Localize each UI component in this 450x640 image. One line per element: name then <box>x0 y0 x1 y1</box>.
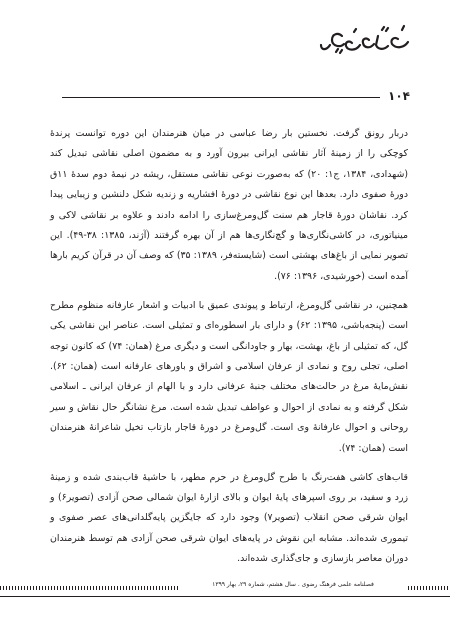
page-number: ۱۰۴ <box>388 89 410 103</box>
journal-logo <box>318 18 414 62</box>
footer-hatch-left <box>0 586 178 590</box>
journal-logo-calligraphy <box>318 18 414 62</box>
header-rule <box>62 97 380 98</box>
footer-rule <box>0 596 450 597</box>
paragraph: قاب‌های کاشی هفت‌رنگ با طرح گل‌ومرغ در حرم مطهر، با حاشیۀ قاب‌بندی شده و زمینۀ زرد و سفید، بر روی اسپرهای پایۀ ایوان و بالای ازارۀ ایوان شمالی صحن آزادی (تصویر۶) و ایوان شرقی صحن انقلاب (تصویر۷) وجود دارد که جایگزین پایه‌گلدانی‌های عصر صفوی و تیموری شده‌اند. مشابه این نقوش در پایه‌های ایوان شرقی صحن آزادی هم توسط هنرمندان دوران معاصر بازسازی و جای‌گذاری شده‌اند. <box>50 471 409 565</box>
footer-running-title: فصلنامه علمی فرهنگ رضوی . سال هشتم، شماره ۲۹، بهار ۱۳۹۹ <box>212 581 374 588</box>
footer-hatch-right <box>408 586 450 590</box>
paragraph: همچنین، در نقاشی گل‌ومرغ، ارتباط و پیوندی عمیق با ادبیات و اشعار عارفانه منظوم مطرح است (پنجه‌باشی، ۱۳۹۵: ۶۲) و دارای بار اسطوره‌ای و تمثیلی است. عناصر این نقاشی یکی گل، که تمثیلی از باغ، بهشت، بهار و جاودانگی است و دیگری مرغ (همان: ۷۴) که کانون توجه اصلی، تجلی روح و نمادی از عرفان اسلامی و اشراق و باورهای عارفانه است (همان: ۶۲). نقش‌مایۀ مرغ در حالت‌های مختلف جنبۀ عرفانی دارد و با الهام از عرفان ایرانی ـ اسلامی شکل گرفته و به نمادی از احوال و عواطف تبدیل شده است. مرغ نشانگر حال نقاش و سیر روحانی و احوال عارفانۀ وی است. گل‌ومرغ در دورۀ قاجار بازتاب تخیل شاعرانۀ هنرمندان است (همان: ۷۴). <box>50 299 409 454</box>
article-body <box>50 124 408 578</box>
paragraph: دربار رونق گرفت. نخستین بار رضا عباسی در میان هنرمندان این دوره توانست پرندۀ کوچکی را از زمینۀ آثار نقاشی ایرانی بیرون آورد و به مضمون اصلی نقاشی تبدیل کند (شهدادی، ۱۳۸۴، ج۱: ۲۰) که به‌صورت نوعی نقاشی مستقل، ریشه در نیمۀ دوم سدۀ ۱۱ق دورۀ صفوی دارد. بعدها این نوع نقاشی در دورۀ افشاریه و زندیه شکل دلنشین و زیبایی پیدا کرد. نقاشان دورۀ قاجار هم سنت گل‌ومرغ‌سازی را ادامه دادند و علاوه بر نقاشی لاکی و مینیاتوری، در کاشی‌نگاری‌ها و گچ‌نگاری‌ها هم از آن بهره گرفتند (آژند، ۱۳۸۵: ۳۸-۴۹). این تصویر نمایی از باغ‌های بهشتی است (شایسته‌فر، ۱۳۸۹: ۳۵) که وصف آن در قرآن کریم بارها آمده است (خورشیدی، ۱۳۹۶: ۷۶). <box>50 128 409 282</box>
